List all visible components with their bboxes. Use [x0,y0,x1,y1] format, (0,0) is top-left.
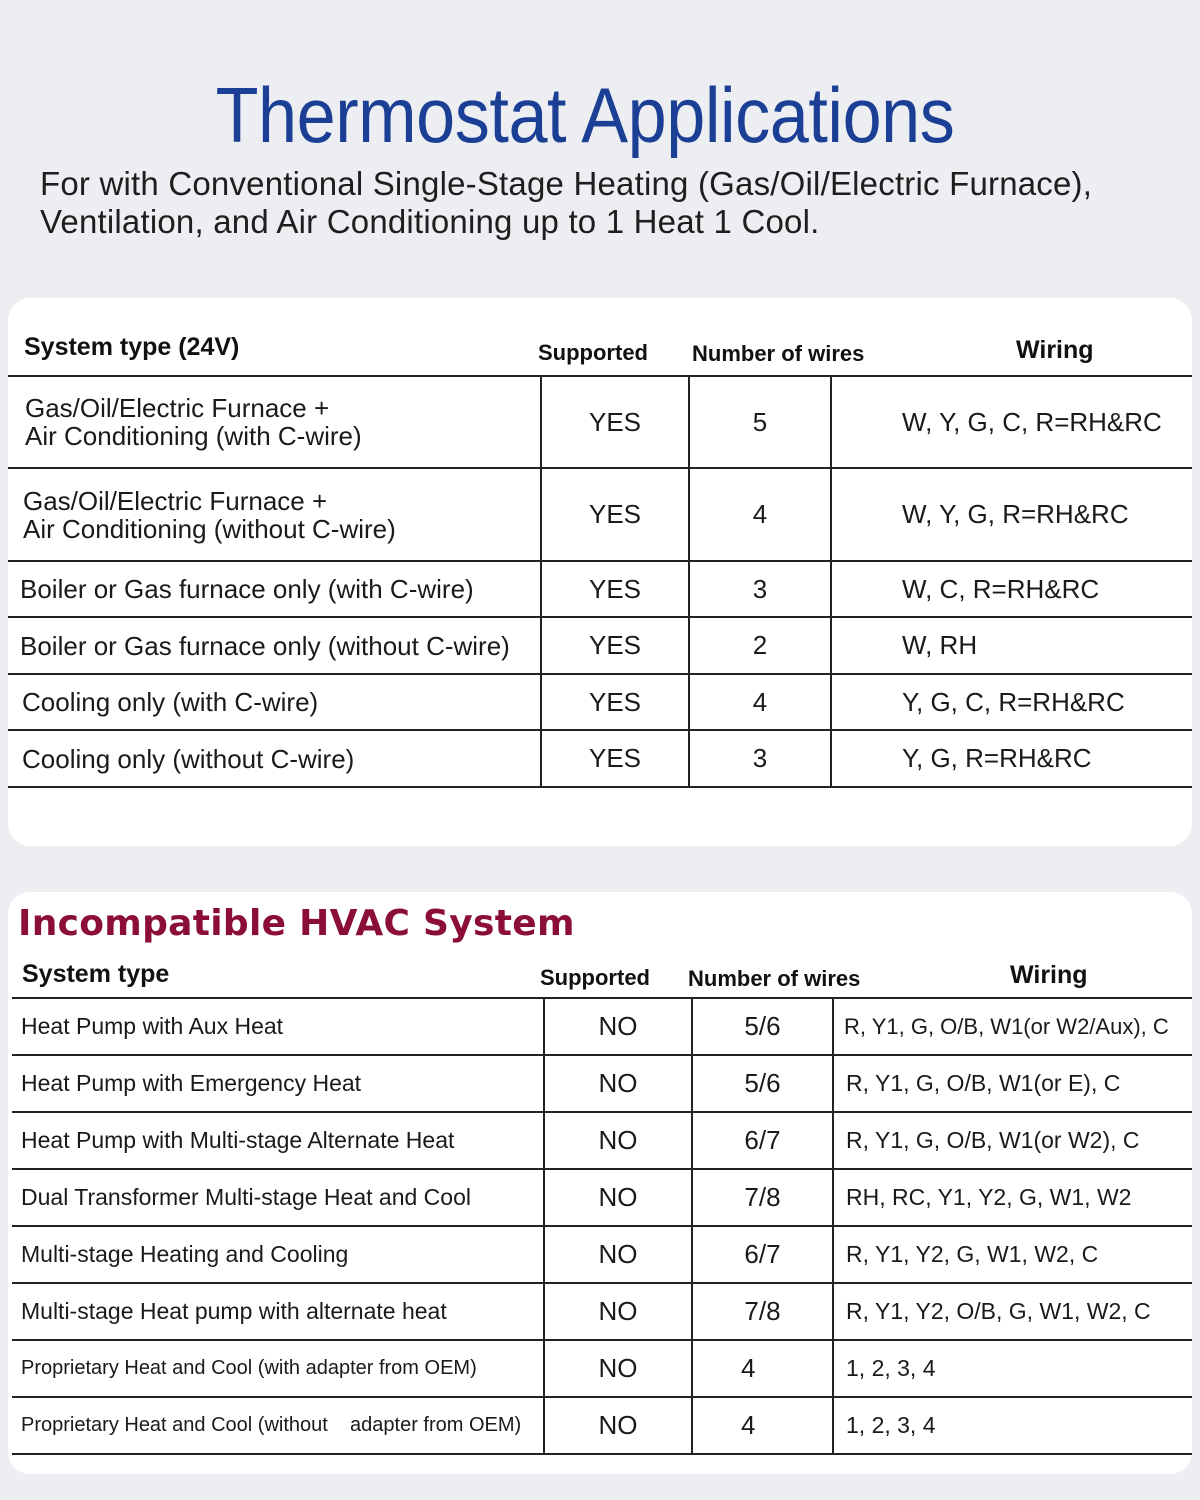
system-type-cell: Boiler or Gas furnace only (without C-wire) [8,617,541,674]
wiring-cell: R, Y1, Y2, G, W1, W2, C [833,1226,1192,1283]
supported-cell: YES [541,561,689,617]
wiring-cell: RH, RC, Y1, Y2, G, W1, W2 [833,1169,1192,1226]
col-header-supported: Supported [538,340,648,365]
wiring-cell: W, RH [831,617,1192,674]
wiring-cell: Y, G, C, R=RH&RC [831,674,1192,730]
supported-cell: NO [544,998,692,1055]
system-type-cell: Multi-stage Heat pump with alternate heat [12,1283,544,1340]
wire-count-cell: 3 [689,561,831,617]
table-row [8,561,1192,617]
supported-cell: NO [544,1055,692,1112]
incompatible-section-title: Incompatible HVAC System [18,903,575,944]
wire-count-cell: 7/8 [692,1169,833,1226]
supported-cell: YES [541,376,689,468]
wiring-cell: R, Y1, Y2, O/B, G, W1, W2, C [833,1283,1192,1340]
wire-count-cell: 5/6 [692,998,833,1055]
supported-cell: NO [544,1340,692,1397]
wiring-cell: W, C, R=RH&RC [831,561,1192,617]
table-row [12,1283,1192,1340]
col-header-wiring: Wiring [1010,961,1088,989]
supported-cell: NO [544,1397,692,1454]
col-header-number-of-wires: Number of wires [692,341,865,366]
supported-cell: YES [541,730,689,787]
table-row [12,1169,1192,1226]
page-subtitle [40,165,1180,241]
table-row [12,1340,1192,1397]
wire-count-cell: 6/7 [692,1112,833,1169]
supported-cell: YES [541,617,689,674]
table-row [8,376,1192,468]
system-type-cell: Boiler or Gas furnace only (with C-wire) [8,561,541,617]
incompatible-systems-table [12,997,1192,1455]
table-row [12,1055,1192,1112]
compatible-systems-table [8,375,1192,788]
system-type-cell: Heat Pump with Multi-stage Alternate Heat [12,1112,544,1169]
wiring-cell: Y, G, R=RH&RC [831,730,1192,787]
subtitle-line-2: Ventilation, and Air Conditioning up to 1 Heat 1 Cool. [40,203,820,240]
wire-count-cell: 4 [689,468,831,561]
wiring-cell: R, Y1, G, O/B, W1(or W2), C [833,1112,1192,1169]
col-header-supported: Supported [540,965,650,990]
wire-count-cell: 7/8 [692,1283,833,1340]
system-type-cell: Proprietary Heat and Cool (without adapter from OEM) [12,1397,544,1454]
wiring-cell: W, Y, G, C, R=RH&RC [831,376,1192,468]
supported-cell: YES [541,674,689,730]
system-type-cell: Heat Pump with Emergency Heat [12,1055,544,1112]
supported-cell: NO [544,1283,692,1340]
table-row [8,468,1192,561]
wire-count-cell: 5/6 [692,1055,833,1112]
table-row [12,1397,1192,1454]
page-title: Thermostat Applications [215,71,955,159]
system-type-cell: Heat Pump with Aux Heat [12,998,544,1055]
wire-count-cell: 4 [692,1340,833,1397]
system-type-cell: Proprietary Heat and Cool (with adapter from OEM) [12,1340,544,1397]
wiring-cell: R, Y1, G, O/B, W1(or E), C [833,1055,1192,1112]
system-type-cell: Dual Transformer Multi-stage Heat and Cool [12,1169,544,1226]
supported-cell: NO [544,1169,692,1226]
wiring-cell: R, Y1, G, O/B, W1(or W2/Aux), C [833,998,1192,1055]
wiring-cell: W, Y, G, R=RH&RC [831,468,1192,561]
col-header-system-type: System type (24V) [24,333,240,361]
col-header-number-of-wires: Number of wires [688,966,861,991]
table-row [8,674,1192,730]
wire-count-cell: 5 [689,376,831,468]
table-row [12,998,1192,1055]
supported-cell: YES [541,468,689,561]
col-header-system-type: System type [22,960,170,988]
wire-count-cell: 2 [689,617,831,674]
system-type-cell: Gas/Oil/Electric Furnace + Air Conditioning (with C-wire) [8,376,541,468]
table-row [12,1226,1192,1283]
wiring-cell: 1, 2, 3, 4 [833,1397,1192,1454]
system-type-cell: Gas/Oil/Electric Furnace + Air Conditioning (without C-wire) [8,468,541,561]
table-row [8,617,1192,674]
wiring-cell: 1, 2, 3, 4 [833,1340,1192,1397]
system-type-cell: Cooling only (without C-wire) [8,730,541,787]
wire-count-cell: 3 [689,730,831,787]
supported-cell: NO [544,1226,692,1283]
supported-cell: NO [544,1112,692,1169]
wire-count-cell: 4 [689,674,831,730]
system-type-cell: Cooling only (with C-wire) [8,674,541,730]
col-header-wiring: Wiring [1016,336,1094,364]
table-row [12,1112,1192,1169]
wire-count-cell: 6/7 [692,1226,833,1283]
system-type-cell: Multi-stage Heating and Cooling [12,1226,544,1283]
subtitle-line-1: For with Conventional Single-Stage Heating (Gas/Oil/Electric Furnace), [40,165,1093,202]
table-row [8,730,1192,787]
wire-count-cell: 4 [692,1397,833,1454]
